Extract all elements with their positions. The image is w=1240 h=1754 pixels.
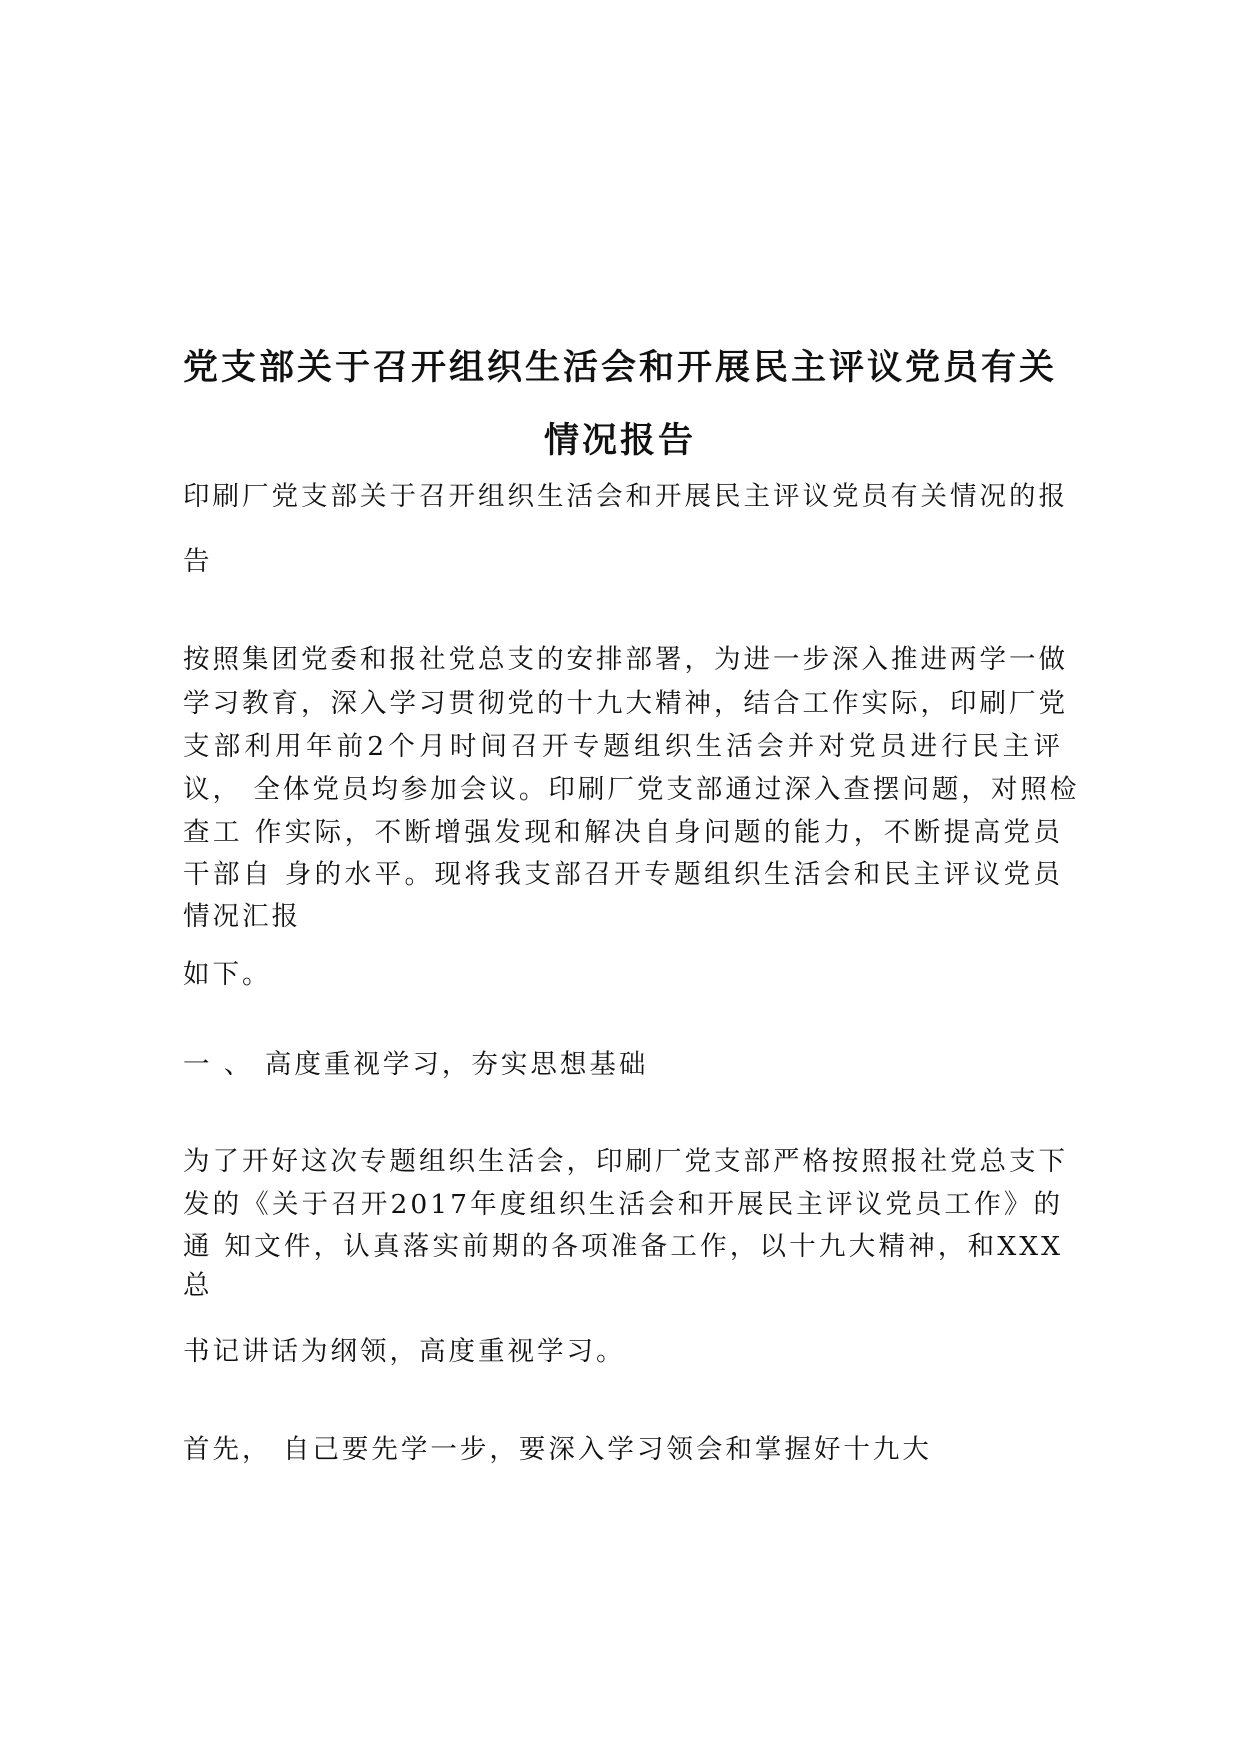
document-title-line-1: 党支部关于召开组织生活会和开展民主评议党员有关 [182,348,1057,388]
paragraph-2-line-3: 通 知文件，认真落实前期的各项准备工作，以十九大精神，和XXX [183,1231,1063,1262]
subtitle-line-1: 印刷厂党支部关于召开组织生活会和开展民主评议党员有关情况的报 [183,481,1068,512]
paragraph-1-line-4: 议， 全体党员均参加会议。印刷厂党支部通过深入查摆问题，对照检 [183,774,1080,805]
section-1-heading: 一 、 高度重视学习，夯实思想基础 [183,1049,649,1080]
paragraph-2-line-4: 总 [183,1270,213,1301]
paragraph-1-line-5: 查工 作实际，不断增强发现和解决自身问题的能力，不断提高党员 [183,817,1063,848]
paragraph-2-line-1: 为了开好这次专题组织生活会，印刷厂党支部严格按照报社党总支下 [183,1146,1068,1177]
document-title-line-2: 情况报告 [543,421,696,461]
paragraph-2-line-2: 发的《关于召开2017年度组织生活会和开展民主评议党员工作》的 [183,1189,1063,1220]
paragraph-1-end: 如下。 [183,959,272,990]
paragraph-3-line-1: 首先， 自己要先学一步，要深入学习领会和掌握好十九大 [183,1434,932,1465]
paragraph-1-line-6: 干部自 身的水平。现将我支部召开专题组织生活会和民主评议党员 [183,859,1063,890]
paragraph-2-end: 书记讲话为纲领，高度重视学习。 [183,1336,626,1367]
paragraph-1-line-1: 按照集团党委和报社党总支的安排部署，为进一步深入推进两学一做 [183,644,1068,675]
paragraph-1-line-2: 学习教育，深入学习贯彻党的十九大精神，结合工作实际，印刷厂党 [183,688,1068,719]
paragraph-1-line-3: 支部利用年前2个月时间召开专题组织生活会并对党员进行民主评 [183,731,1063,762]
paragraph-1-line-7: 情况汇报 [183,901,301,932]
subtitle-line-2: 告 [183,546,213,577]
